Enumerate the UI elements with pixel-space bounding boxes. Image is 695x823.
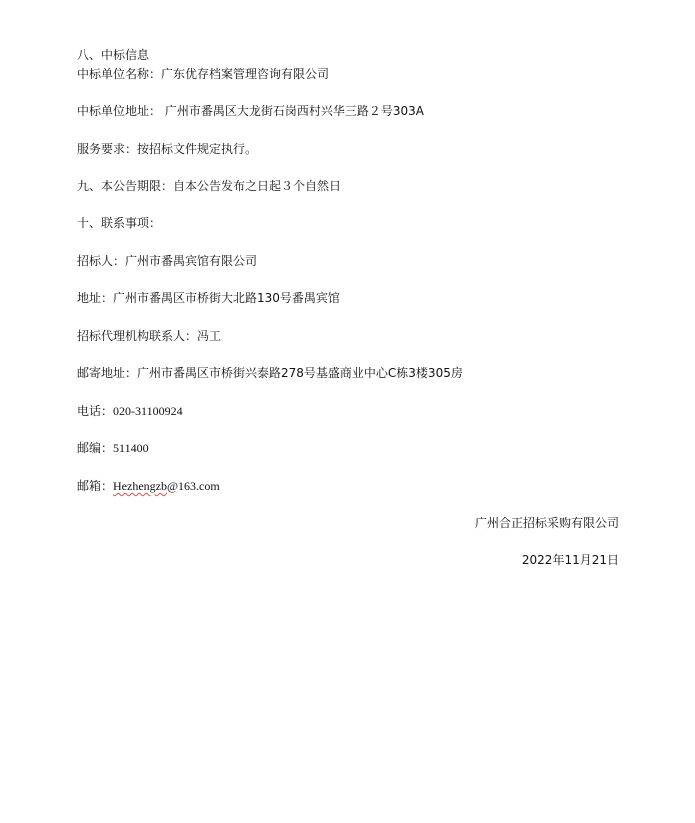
postcode-line — [77, 440, 149, 456]
tenderer-address-label: 地址： — [77, 291, 114, 305]
agent-contact-value: 冯工 — [197, 329, 222, 343]
phone-line — [77, 403, 183, 419]
email-domain: @163.com — [167, 479, 220, 493]
winner-address-value: 广州市番禺区大龙街石岗西村兴华三路２号303A — [161, 104, 424, 118]
agent-contact-line — [77, 328, 221, 344]
notice-period-line — [77, 178, 341, 194]
section-8-heading-text: 八、中标信息 — [77, 48, 150, 62]
agent-contact-label: 招标代理机构联系人： — [77, 329, 198, 343]
phone-value: 020-31100924 — [113, 404, 183, 418]
service-requirement-line — [77, 141, 257, 157]
phone-label: 电话： — [77, 404, 114, 418]
notice-period-text: 九、本公告期限：自本公告发布之日起３个自然日 — [77, 179, 342, 193]
mail-address-label: 邮寄地址： — [77, 366, 138, 380]
email-user: Hezhengzb — [113, 479, 167, 493]
mail-address-line — [77, 365, 463, 381]
tenderer-address-value: 广州市番禺区市桥街大北路130号番禺宾馆 — [113, 291, 340, 305]
winner-name-line — [77, 66, 329, 82]
winner-address-label: 中标单位地址： — [77, 104, 162, 118]
postcode-value: 511400 — [113, 441, 149, 455]
tenderer-value: 广州市番禺宾馆有限公司 — [125, 254, 258, 268]
signature-company-text: 广州合正招标采购有限公司 — [474, 516, 619, 530]
section-8-heading — [77, 47, 149, 63]
signature-company — [475, 515, 619, 531]
winner-name-label: 中标单位名称： — [77, 67, 162, 81]
signature-date-text: 2022年11月21日 — [521, 553, 619, 567]
section-10-heading-text: 十、联系事项： — [77, 216, 162, 230]
postcode-label: 邮编： — [77, 441, 114, 455]
tenderer-address-line — [77, 290, 340, 306]
mail-address-value: 广州市番禺区市桥街兴泰路278号基盛商业中心C栋3楼305房 — [137, 366, 463, 380]
winner-address-line — [77, 103, 424, 119]
email-label: 邮箱： — [77, 479, 114, 493]
service-requirement-value: 按招标文件规定执行。 — [137, 142, 258, 156]
tenderer-label: 招标人： — [77, 254, 126, 268]
signature-date — [522, 552, 619, 568]
service-requirement-label: 服务要求： — [77, 142, 138, 156]
winner-name-value: 广东优存档案管理咨询有限公司 — [161, 67, 330, 81]
tenderer-line — [77, 253, 257, 269]
section-10-heading — [77, 215, 161, 231]
email-line — [77, 478, 220, 494]
